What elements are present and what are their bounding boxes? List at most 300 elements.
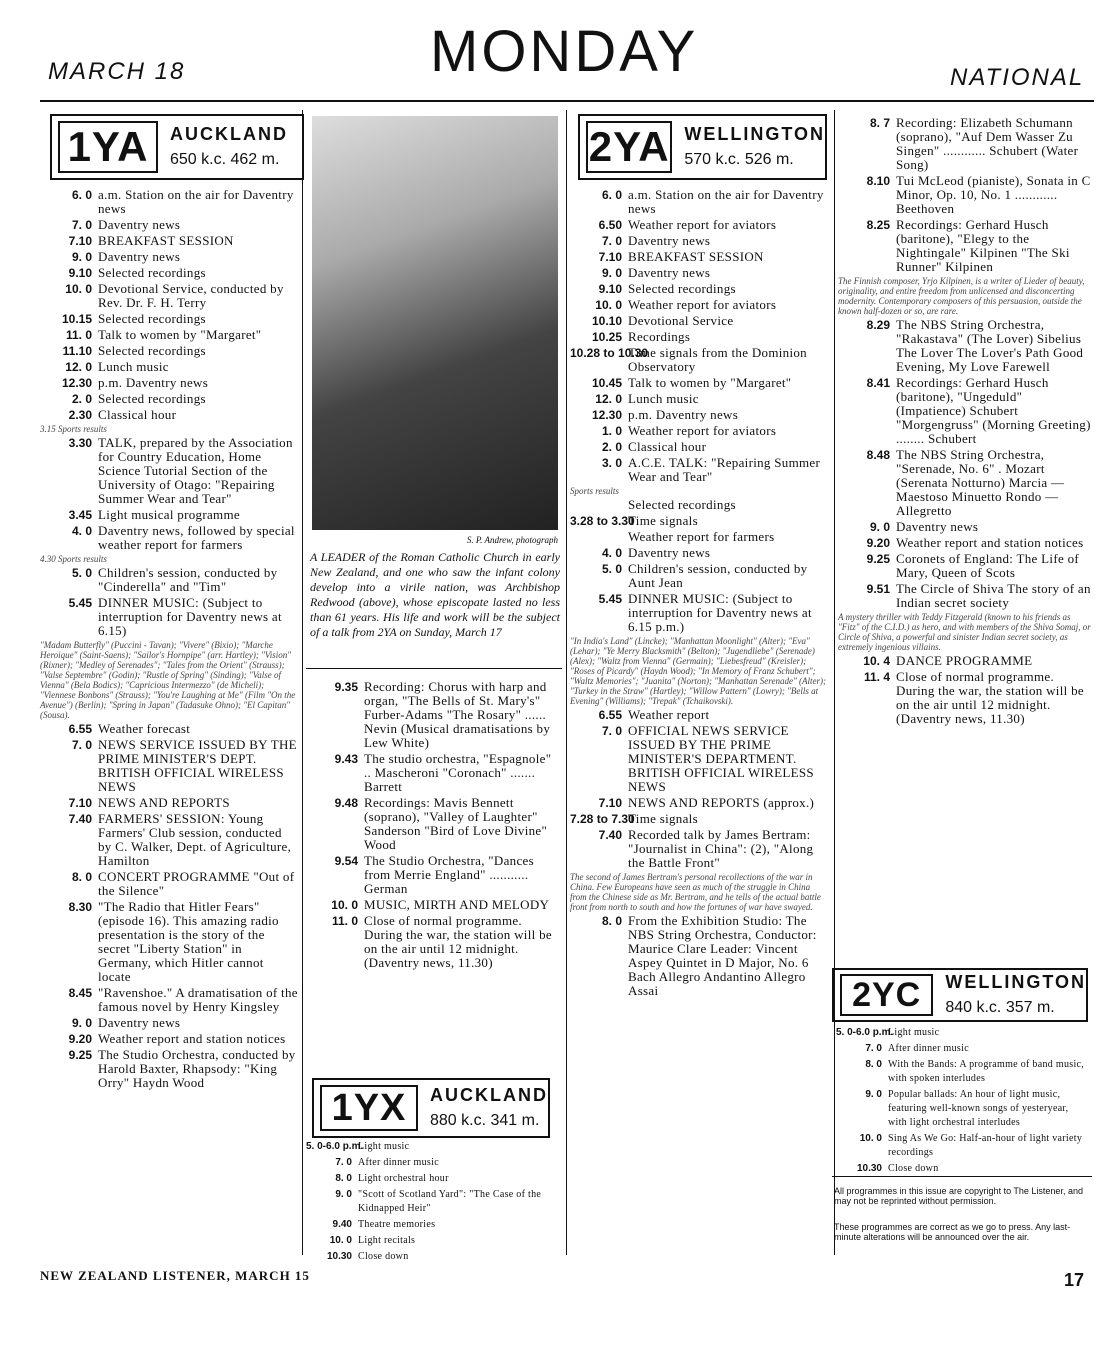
programme-description: Weather report and station notices [98, 1031, 286, 1046]
programme-description: A.C.E. TALK: "Repairing Summer Wear and Tear" [628, 455, 821, 484]
programme-time: 7. 0 [601, 724, 622, 738]
station-city: WELLINGTON [684, 124, 825, 144]
programme-time: 2. 0 [71, 392, 92, 406]
programme-item [836, 1042, 1090, 1056]
programme-time: 7.10 [598, 250, 622, 264]
programme-item [570, 424, 828, 438]
station-frequency: 650 k.c. 462 m. [170, 151, 280, 168]
programme-description: Recording: Elizabeth Schumann (soprano), "Auf Dem Wasser Zu Singen" ............ Schubert (Water Song) [896, 115, 1079, 172]
programme-description: Light recitals [358, 1235, 416, 1246]
station-frequency: 880 k.c. 341 m. [430, 1112, 540, 1129]
callsign-2yc: 2YC [840, 974, 933, 1016]
programme-item [838, 174, 1092, 216]
programme-item [306, 1156, 560, 1170]
programme-time: 7.40 [598, 828, 622, 842]
station-logo-2ya [578, 114, 827, 180]
programme-description: Lunch music [628, 391, 699, 406]
station-frequency: 570 k.c. 526 m. [684, 151, 794, 168]
programme-description: Weather report and station notices [896, 535, 1084, 550]
programme-note: A mystery thriller with Teddy Fitzgerald (known to his friends as "Fitz" of the C.I.D.) as hero, and with members of the Shiva Somaj, or Circle of Shiva, a powerful and sinister Indian secret society, as extremely ingenious villains. [838, 612, 1091, 652]
programme-time: 7. 0 [71, 218, 92, 232]
header-network: NATIONAL [950, 64, 1085, 91]
programme-description: Daventry news [628, 545, 711, 560]
programme-item [40, 796, 298, 810]
programme-time: 8. 0 [865, 1059, 882, 1070]
programme-time: 7.10 [68, 796, 92, 810]
programme-item [306, 1172, 560, 1186]
programme-item [306, 1234, 560, 1248]
programme-time: 9.51 [866, 582, 890, 596]
programme-description: Selected recordings [628, 497, 736, 512]
programme-item [838, 448, 1092, 518]
programme-time: 10.28 to 10.30 [570, 346, 649, 360]
programme-item [40, 596, 298, 638]
programme-description: CONCERT PROGRAMME "Out of the Silence" [98, 869, 295, 898]
header-rule [40, 100, 1094, 102]
programme-description: Children's session, conducted by Aunt Jean [628, 561, 808, 590]
programme-time: 8. 0 [335, 1173, 352, 1184]
header-date: MARCH 18 [48, 58, 186, 85]
programme-time: 9.48 [334, 796, 358, 810]
programme-item [40, 282, 298, 310]
programme-description: "The Radio that Hitler Fears" (episode 16). This amazing radio presentation is the story of the secret "Liberty Station" in Germany, which Hitler cannot locate [98, 899, 279, 984]
programme-item [570, 914, 828, 998]
programme-item [838, 318, 1092, 374]
programme-time [570, 530, 628, 544]
programme-time: 10.30 [856, 1163, 882, 1174]
programme-item [40, 508, 298, 522]
programme-item [836, 1026, 1090, 1040]
programme-time: 4. 0 [601, 546, 622, 560]
programme-time: 12.30 [591, 408, 622, 422]
programme-description: Recordings: Mavis Bennett (soprano), "Valley of Laughter" Sanderson "Bird of Love Divine" Wood [364, 795, 548, 852]
programme-description: Daventry news [896, 519, 979, 534]
programme-time: 6. 0 [71, 188, 92, 202]
programme-time: 5. 0-6.0 p.m. [836, 1027, 894, 1038]
programme-item [570, 440, 828, 454]
programme-time: 5. 0 [601, 562, 622, 576]
programme-time: 9. 0 [71, 250, 92, 264]
station-city: AUCKLAND [430, 1085, 548, 1105]
programme-note: 3.15 Sports results [40, 424, 107, 434]
programme-description: NEWS SERVICE ISSUED BY THE PRIME MINISTER'S DEPT. BRITISH OFFICIAL WIRELESS NEWS [98, 737, 297, 794]
programme-item [838, 520, 1092, 534]
programme-item [40, 738, 298, 794]
programme-item [570, 796, 828, 810]
programme-item [40, 376, 298, 390]
programme-description: Devotional Service [628, 313, 734, 328]
programme-time: 8.25 [866, 218, 890, 232]
programme-item [838, 552, 1092, 580]
programme-item [40, 392, 298, 406]
programme-description: Daventry news [628, 265, 711, 280]
station-logo-2yc [832, 968, 1088, 1022]
programme-description: Recordings: Gerhard Husch (baritone), "Ungeduld" (Impatience) Schubert "Morgengruss" (Morning Greeting) ........ Schubert [896, 375, 1091, 446]
programme-time: 6.55 [598, 708, 622, 722]
programme-description: Close of normal programme. During the war, the station will be on the air until 12 midnight. (Daventry news, 11.30) [364, 913, 552, 970]
programme-time: 10. 0 [329, 1235, 352, 1246]
programme-time: 9. 0 [869, 520, 890, 534]
programme-time: 4. 0 [71, 524, 92, 538]
programme-item [306, 680, 560, 750]
programme-time: 9.25 [866, 552, 890, 566]
copyright-notice: All programmes in this issue are copyright to The Listener, and may not be reprinted without permission. [834, 1186, 1083, 1206]
programme-time: 8. 0 [601, 914, 622, 928]
programme-2ya-continued [838, 116, 1092, 728]
programme-description: Children's session, conducted by "Cinderella" and "Tim" [98, 565, 278, 594]
programme-time: 7. 0 [601, 234, 622, 248]
programme-description: Weather report for aviators [628, 423, 777, 438]
programme-1ya [40, 188, 298, 1092]
programme-time: 8. 7 [869, 116, 890, 130]
programme-time: 2.30 [68, 408, 92, 422]
programme-description: The NBS String Orchestra, "Rakastava" (The Lover) Sibelius The Lover The Lover's Path Good Evening, My Love Farewell [896, 317, 1084, 374]
programme-time: 9.20 [866, 536, 890, 550]
programme-item [570, 392, 828, 406]
programme-time: 7.28 to 7.30 [570, 812, 635, 826]
station-city: AUCKLAND [170, 124, 288, 144]
programme-item [570, 498, 828, 512]
programme-time: 7.10 [598, 796, 622, 810]
programme-description: BREAKFAST SESSION [628, 249, 764, 264]
programme-time: 10. 0 [331, 898, 358, 912]
programme-item [570, 546, 828, 560]
programme-description: a.m. Station on the air for Daventry news [98, 187, 294, 216]
footer-publication: NEW ZEALAND LISTENER, MARCH 15 [40, 1268, 310, 1283]
programme-time: 10. 0 [65, 282, 92, 296]
programme-note: The second of James Bertram's personal recollections of the war in China. Few Europeans have seen as much of the struggle in China from the Chinese side as Mr. Bertram, and he tells of the actual battle front from north to south and how the fortunes of war have swayed. [570, 872, 821, 912]
programme-description: Talk to women by "Margaret" [628, 375, 792, 390]
page-number: 17 [1064, 1270, 1085, 1290]
programme-time: 10. 4 [863, 654, 890, 668]
programme-description: "Scott of Scotland Yard": "The Case of the Kidnapped Heir" [358, 1189, 542, 1214]
programme-time: 6. 0 [601, 188, 622, 202]
programme-time: 10.30 [326, 1251, 352, 1262]
programme-description: After dinner music [888, 1043, 969, 1054]
programme-description: Selected recordings [98, 343, 206, 358]
programme-time: 7. 0 [335, 1157, 352, 1168]
programme-time: 12.30 [61, 376, 92, 390]
programme-time: 9. 0 [71, 1016, 92, 1030]
programme-item [570, 298, 828, 312]
programme-time: 12. 0 [595, 392, 622, 406]
programme-description: The Studio Orchestra, conducted by Harold Baxter, Rhapsody: "King Orry" Haydn Wood [98, 1047, 296, 1090]
programme-time: 8.45 [68, 986, 92, 1000]
programme-time: 10. 0 [595, 298, 622, 312]
programme-description: NEWS AND REPORTS [98, 795, 230, 810]
programme-time: 8.10 [866, 174, 890, 188]
callsign-2ya: 2YA [586, 121, 672, 173]
programme-description: Daventry news, followed by special weather report for farmers [98, 523, 295, 552]
programme-item [838, 218, 1092, 274]
programme-time: 5.45 [598, 592, 622, 606]
programme-item [40, 812, 298, 868]
programme-time: 3.45 [68, 508, 92, 522]
programme-time: 10.25 [591, 330, 622, 344]
programme-2yc [836, 1026, 1090, 1178]
column-divider [302, 110, 303, 1255]
programme-description: a.m. Station on the air for Daventry news [628, 187, 824, 216]
programme-item [570, 708, 828, 722]
programme-time: 9. 0 [335, 1189, 352, 1200]
correction-notice: These programmes are correct as we go to press. Any last-minute alterations will be announced over the air. [834, 1222, 1071, 1242]
programme-description: Time signals [628, 513, 698, 528]
programme-description: Tui McLeod (pianiste), Sonata in C Minor, Op. 10, No. 1 ............ Beethoven [896, 173, 1091, 216]
programme-description: FARMERS' SESSION: Young Farmers' Club session, conducted by C. Walker, Dept. of Agriculture, Hamilton [98, 811, 292, 868]
programme-time: 12. 0 [65, 360, 92, 374]
programme-time: 1. 0 [601, 424, 622, 438]
programme-time: 2. 0 [601, 440, 622, 454]
programme-item [306, 752, 560, 794]
programme-description: Close down [358, 1251, 409, 1262]
programme-item [40, 250, 298, 264]
programme-description: Weather report [628, 707, 710, 722]
programme-time [570, 498, 628, 512]
programme-description: MUSIC, MIRTH AND MELODY [364, 897, 550, 912]
programme-time: 8.41 [866, 376, 890, 390]
programme-description: Recorded talk by James Bertram: "Journalist in China": (2), "Along the Battle Front" [628, 827, 814, 870]
programme-description: After dinner music [358, 1157, 439, 1168]
programme-item [570, 282, 828, 296]
programme-item [40, 312, 298, 326]
programme-description: TALK, prepared by the Association for Country Education, Home Science Tutorial Section of the University of Otago: "Repairing Summer Wear and Tear" [98, 435, 293, 506]
programme-time: 9. 0 [865, 1089, 882, 1100]
programme-item [306, 1140, 560, 1154]
station-logo-1yx [312, 1078, 550, 1138]
callsign-1yx: 1YX [320, 1085, 418, 1131]
station-frequency: 840 k.c. 357 m. [945, 999, 1055, 1016]
programme-item [40, 234, 298, 248]
programme-description: Selected recordings [628, 281, 736, 296]
programme-description: Close down [888, 1163, 939, 1174]
programme-time: 6.55 [68, 722, 92, 736]
header-day: MONDAY [430, 19, 699, 84]
programme-item [570, 346, 828, 374]
programme-description: Selected recordings [98, 391, 206, 406]
programme-item [40, 1016, 298, 1030]
programme-description: Light musical programme [98, 507, 240, 522]
programme-item [40, 408, 298, 422]
programme-item [570, 218, 828, 232]
programme-item [40, 566, 298, 594]
programme-description: Sing As We Go: Half-an-hour of light variety recordings [888, 1133, 1083, 1158]
programme-item [570, 188, 828, 216]
programme-description: Coronets of England: The Life of Mary, Queen of Scots [896, 551, 1080, 580]
programme-item [306, 914, 560, 970]
programme-item [570, 514, 828, 528]
programme-time: 7.40 [68, 812, 92, 826]
programme-item [40, 870, 298, 898]
programme-description: Daventry news [628, 233, 711, 248]
programme-description: Classical hour [628, 439, 707, 454]
programme-item [40, 436, 298, 506]
column-divider [566, 110, 567, 1255]
programme-item [570, 408, 828, 422]
programme-item [40, 722, 298, 736]
programme-description: Selected recordings [98, 265, 206, 280]
programme-description: Recordings: Gerhard Husch (baritone), "Elegy to the Nightingale" Kilpinen "The Ski Runner" Kilpinen [896, 217, 1070, 274]
programme-description: The Circle of Shiva The story of an Indian secret society [896, 581, 1091, 610]
programme-description: p.m. Daventry news [98, 375, 209, 390]
programme-description: Talk to women by "Margaret" [98, 327, 262, 342]
caption-rule [306, 668, 562, 669]
programme-item [40, 986, 298, 1014]
programme-item [306, 898, 560, 912]
programme-description: With the Bands: A programme of band music, with spoken interludes [888, 1059, 1085, 1084]
programme-item [306, 796, 560, 852]
programme-description: Weather forecast [98, 721, 191, 736]
programme-description: Theatre memories [358, 1219, 436, 1230]
programme-time: 7. 0 [71, 738, 92, 752]
programme-item [838, 670, 1092, 726]
programme-item [570, 314, 828, 328]
programme-time: 8.48 [866, 448, 890, 462]
programme-item [836, 1058, 1090, 1086]
programme-description: Daventry news [98, 217, 181, 232]
programme-time: 10.45 [591, 376, 622, 390]
programme-time: 3.28 to 3.30 [570, 514, 635, 528]
station-logo-1ya [50, 114, 304, 180]
programme-item [570, 266, 828, 280]
programme-item [40, 344, 298, 358]
programme-time: 11.10 [62, 344, 92, 358]
programme-description: From the Exhibition Studio: The NBS String Orchestra, Conductor: Maurice Clare Leader: Vincent Aspey Quintet in D Major, No. 6 Bach Allegro Andantino Allegro Assai [628, 913, 817, 998]
programme-time: 11. 0 [331, 914, 358, 928]
programme-item [306, 1218, 560, 1232]
programme-time: 8.30 [68, 900, 92, 914]
programme-description: Classical hour [98, 407, 177, 422]
programme-description: Time signals [628, 811, 698, 826]
programme-note: 4.30 Sports results [40, 554, 107, 564]
programme-description: BREAKFAST SESSION [98, 233, 234, 248]
programme-description: OFFICIAL NEWS SERVICE ISSUED BY THE PRIME MINISTER'S DEPARTMENT. BRITISH OFFICIAL WIRELESS NEWS [628, 723, 814, 794]
programme-item [40, 218, 298, 232]
programme-time: 9.54 [334, 854, 358, 868]
programme-description: DINNER MUSIC: (Subject to interruption for Daventry news at 6.15) [98, 595, 282, 638]
programme-description: Time signals from the Dominion Observatory [628, 345, 807, 374]
programme-item [838, 116, 1092, 172]
programme-item [570, 592, 828, 634]
programme-item [570, 456, 828, 484]
programme-time: 11. 0 [65, 328, 92, 342]
programme-time: 3. 0 [601, 456, 622, 470]
programme-description: Daventry news [98, 249, 181, 264]
programme-time: 9.40 [332, 1219, 352, 1230]
programme-item [570, 250, 828, 264]
programme-time: 11. 4 [863, 670, 890, 684]
programme-item [838, 376, 1092, 446]
programme-description: The NBS String Orchestra, "Serenade, No. 6" . Mozart (Serenata Notturno) Marcia — Maestoso Minuetto Rondo — Allegretto [896, 447, 1065, 518]
programme-description: Lunch music [98, 359, 169, 374]
programme-description: Devotional Service, conducted by Rev. Dr. F. H. Terry [98, 281, 284, 310]
programme-item [40, 188, 298, 216]
photo-caption: A LEADER of the Roman Catholic Church in early New Zealand, and one who saw the infant colony develop into a virile nation, was Archbishop Redwood (above), whose episcopate lasted no less than 61 years. His life and work will be the subject of a talk from 2YA on Sunday, March 17 [310, 550, 560, 639]
programme-item [570, 234, 828, 248]
programme-item [836, 1162, 1090, 1176]
programme-item [838, 536, 1092, 550]
programme-description: Recordings [628, 329, 691, 344]
programme-description: Popular ballads: An hour of light music, featuring well-known songs of yesteryear, with light orchestral interludes [888, 1089, 1069, 1128]
programme-time: 9.10 [68, 266, 92, 280]
programme-item [306, 854, 560, 896]
programme-time: 9.25 [68, 1048, 92, 1062]
programme-time: 10.10 [591, 314, 622, 328]
programme-description: Recording: Chorus with harp and organ, "The Bells of St. Mary's" Furber-Adams "The Rosary" ...... Nevin (Musical dramatisations by Lew White) [364, 679, 551, 750]
programme-1yx [306, 1140, 560, 1266]
programme-item [836, 1132, 1090, 1160]
programme-item [40, 1048, 298, 1090]
programme-description: The studio orchestra, "Espagnole" .. Mascheroni "Coronach" ....... Barrett [364, 751, 552, 794]
programme-2ya [570, 188, 828, 1000]
programme-description: Light orchestral hour [358, 1173, 449, 1184]
programme-item [570, 376, 828, 390]
programme-time: 8. 0 [71, 870, 92, 884]
copyright-rule [832, 1176, 1092, 1177]
programme-item [306, 1188, 560, 1216]
programme-item [40, 524, 298, 552]
programme-note: The Finnish composer, Yrjo Kilpinen, is a writer of Lieder of beauty, originality, and entire freedom from unlicensed and disconcerting modernity. Contemporary composers of this persuasion, outside the known half-dozen or so, are rare. [838, 276, 1085, 316]
programme-time: 10.15 [61, 312, 92, 326]
programme-time: 9. 0 [601, 266, 622, 280]
programme-description: p.m. Daventry news [628, 407, 739, 422]
programme-description: Weather report for aviators [628, 297, 777, 312]
programme-description: Weather report for farmers [628, 529, 775, 544]
programme-description: Selected recordings [98, 311, 206, 326]
programme-time: 6.50 [598, 218, 622, 232]
programme-description: Close of normal programme. During the war, the station will be on the air until 12 midnight. (Daventry news, 11.30) [896, 669, 1084, 726]
programme-time: 9.35 [334, 680, 358, 694]
programme-time: 9.43 [334, 752, 358, 766]
programme-description: Light music [358, 1141, 410, 1152]
programme-description: Weather report for aviators [628, 217, 777, 232]
programme-item [836, 1088, 1090, 1130]
column-divider [834, 110, 835, 1255]
programme-item [570, 724, 828, 794]
programme-description: Daventry news [98, 1015, 181, 1030]
programme-item [40, 266, 298, 280]
programme-item [838, 582, 1092, 610]
programme-description: "Ravenshoe." A dramatisation of the famous novel by Henry Kingsley [98, 985, 298, 1014]
programme-item [40, 360, 298, 374]
programme-item [570, 562, 828, 590]
programme-note: Sports results [570, 486, 619, 496]
programme-item [40, 900, 298, 984]
programme-item [570, 530, 828, 544]
station-city: WELLINGTON [945, 972, 1086, 992]
programme-time: 9.10 [598, 282, 622, 296]
programme-time: 5. 0 [71, 566, 92, 580]
programme-1ya-continued [306, 680, 560, 972]
programme-item [570, 330, 828, 344]
programme-time: 7. 0 [865, 1043, 882, 1054]
programme-time: 5. 0-6.0 p.m. [306, 1141, 364, 1152]
programme-description: The Studio Orchestra, "Dances from Merrie England" ........... German [364, 853, 534, 896]
programme-item [306, 1250, 560, 1264]
programme-time: 8.29 [866, 318, 890, 332]
callsign-1ya: 1YA [58, 121, 158, 173]
programme-item [570, 812, 828, 826]
photo-credit: S. P. Andrew, photograph [466, 535, 558, 545]
programme-description: NEWS AND REPORTS (approx.) [628, 795, 815, 810]
programme-description: DANCE PROGRAMME [896, 653, 1033, 668]
programme-time: 9.20 [68, 1032, 92, 1046]
programme-time: 5.45 [68, 596, 92, 610]
programme-item [570, 828, 828, 870]
programme-description: Light music [888, 1027, 940, 1038]
programme-note: "In India's Land" (Lincke); "Manhattan Moonlight" (Alter); "Eva" (Lehar); "Ye Merry Blacksmith" (Belton); "Jugendliebe" (Serenade) (Alex); "Waltz from Vienna" (Germain); "Liebesfreud" (Kreisler); "Roses of Picardy" (Haydn Wood); "In Memory of Franz Schubert"; "Waltz Memories"; "Juanita" (Norton); "Manhattan Serenade" (Alter); "Turkey in the Straw" (Hartley); "Willow Pattern" (Lowry); "Bells at Evening" (Williams); "Trepak" (Tchaikovski). [570, 636, 826, 706]
programme-time: 3.30 [68, 436, 92, 450]
archbishop-photo [312, 116, 558, 530]
